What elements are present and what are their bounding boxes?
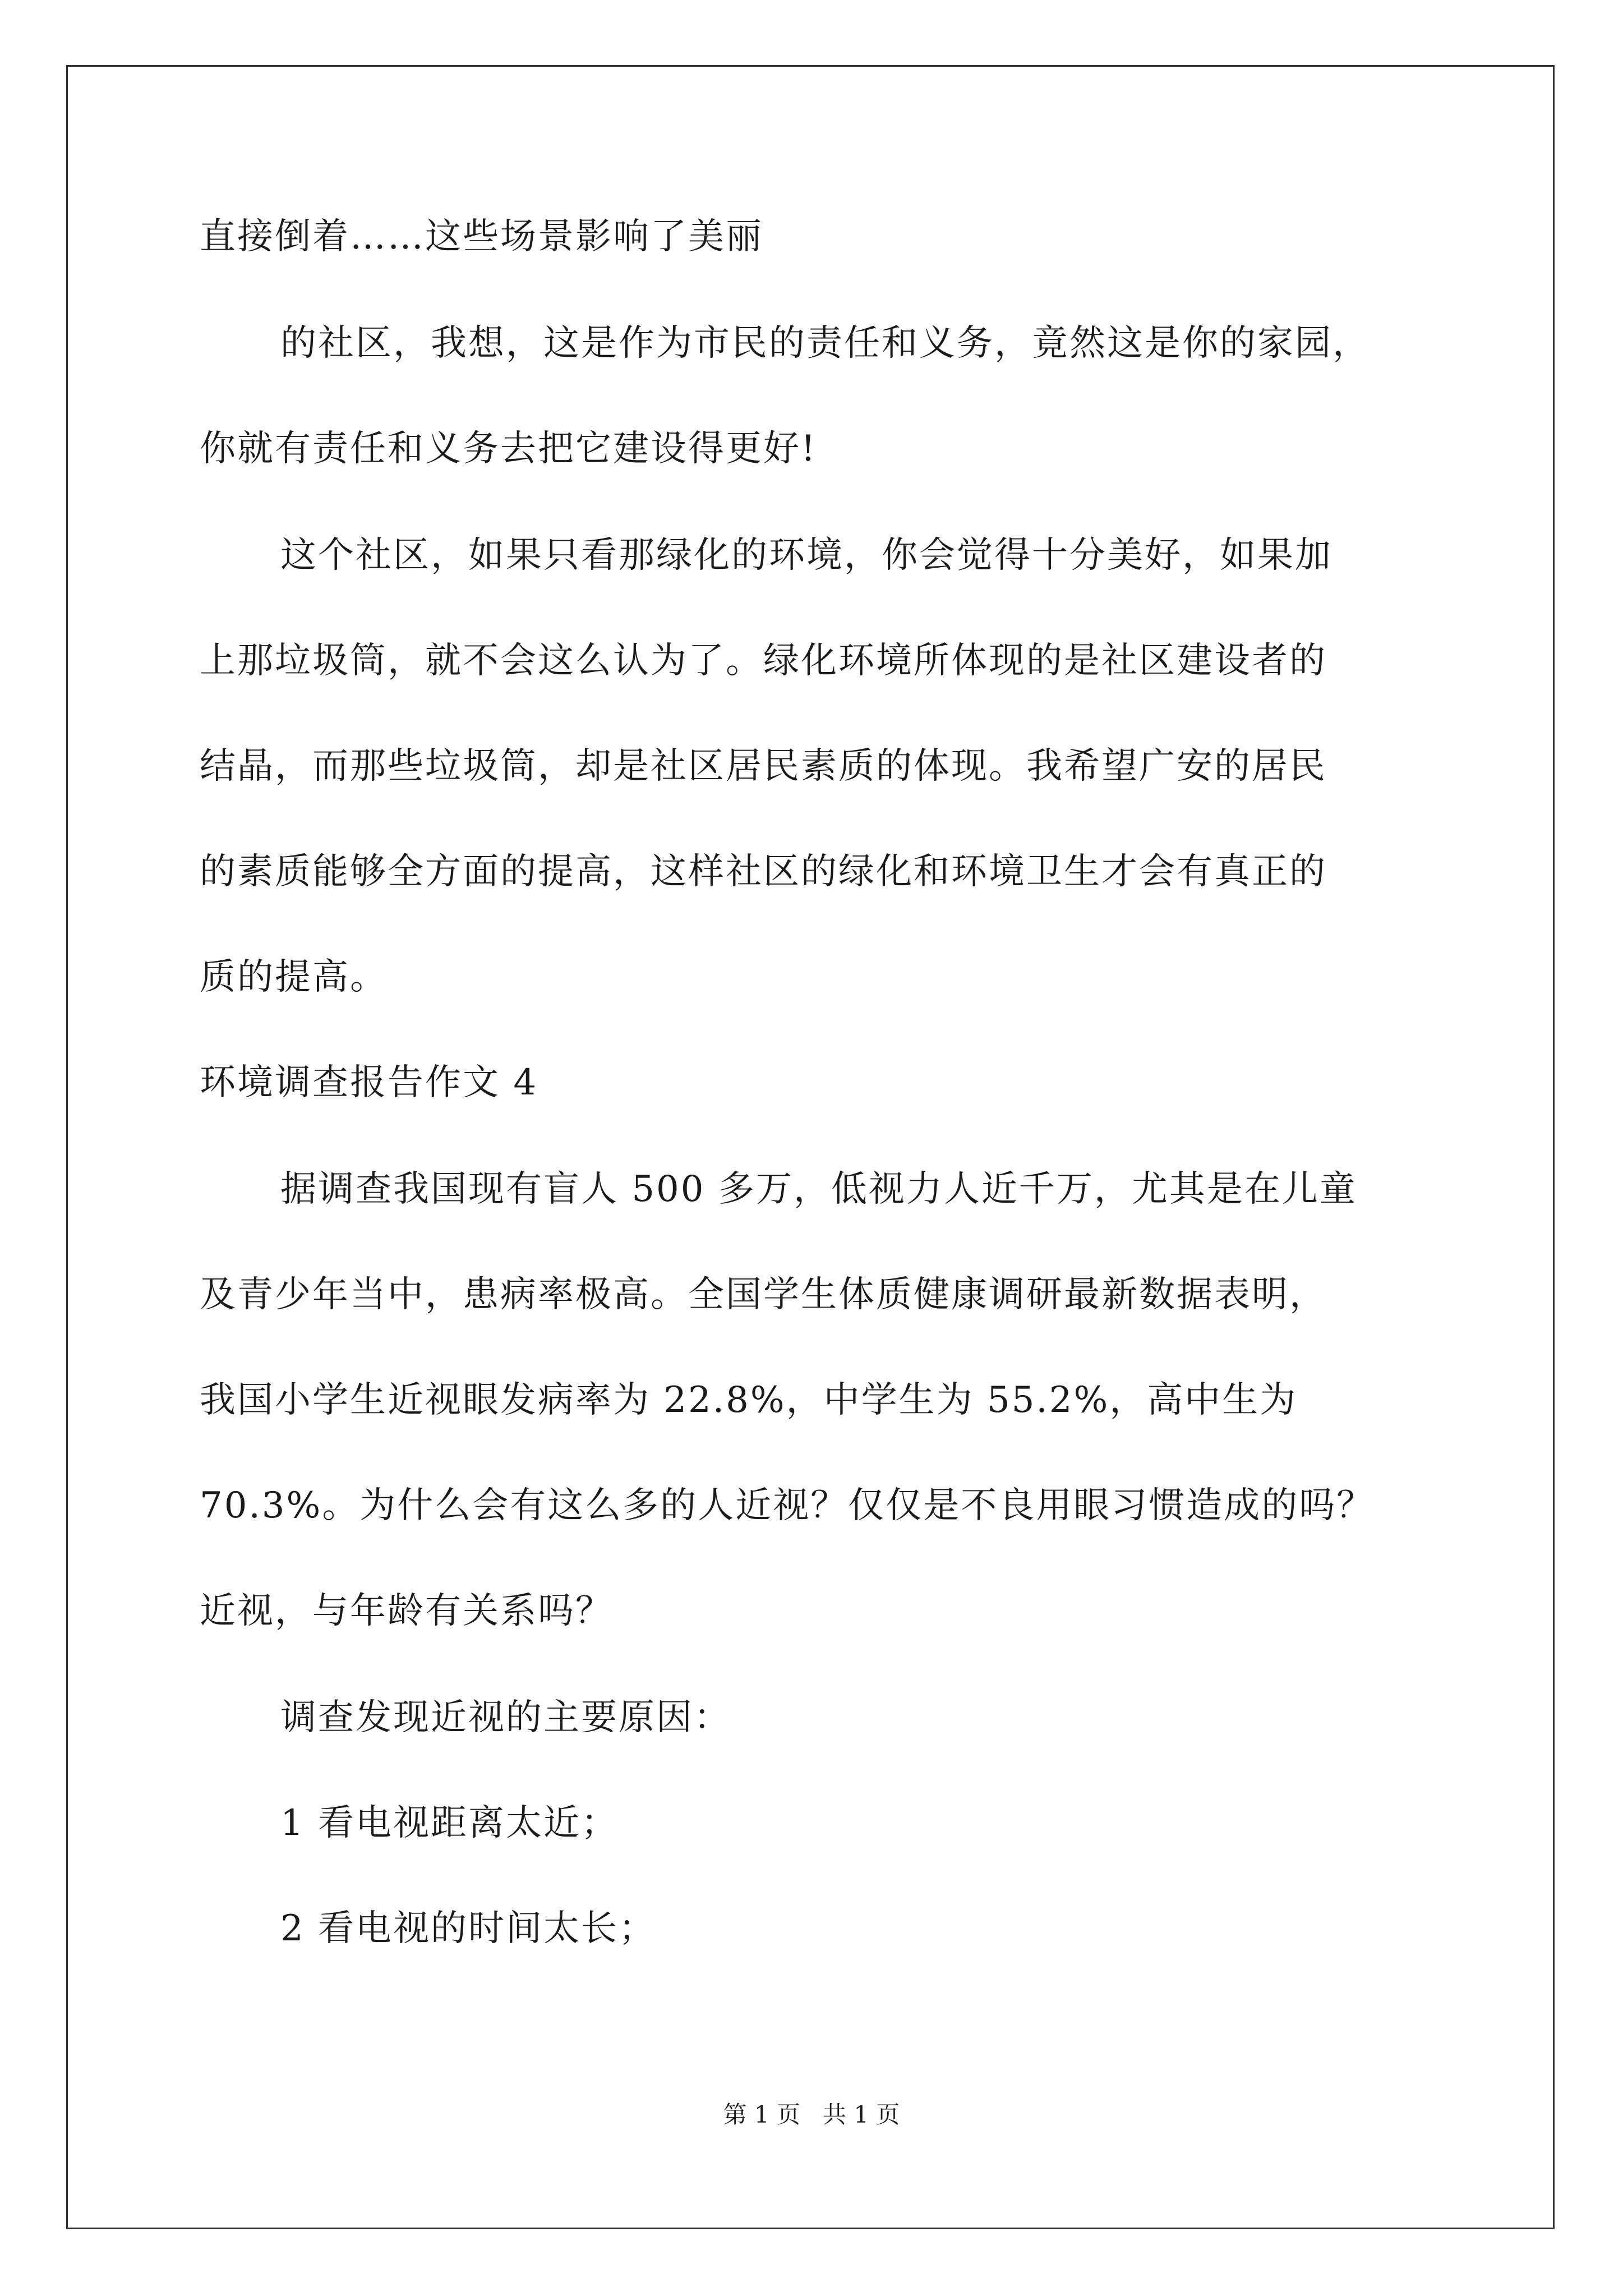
section-heading: 环境调查报告作文 4 (200, 1062, 538, 1103)
text-line: 直接倒着……这些场景影响了美丽 (200, 216, 763, 257)
page-border (66, 65, 1555, 2229)
text-line: 的素质能够全方面的提高，这样社区的绿化和环境卫生才会有真正的 (200, 851, 1327, 892)
text-line: 你就有责任和义务去把它建设得更好! (200, 428, 817, 470)
text-line: 上那垃圾筒，就不会这么认为了。绿化环境所体现的是社区建设者的 (200, 640, 1327, 682)
list-item: 1 看电视距离太近； (280, 1802, 619, 1844)
paragraph-line: 据调查我国现有盲人 500 多万，低视力人近千万，尤其是在儿童 (280, 1168, 1357, 1210)
paragraph-line: 这个社区，如果只看那绿化的环境，你会觉得十分美好，如果加 (280, 535, 1332, 576)
text-line: 70.3%。为什么会有这么多的人近视？仅仅是不良用眼习惯造成的吗？ (200, 1485, 1375, 1526)
page-number: 第 1 页 (723, 2101, 800, 2128)
text-line: 及青少年当中，患病率极高。全国学生体质健康调研最新数据表明， (200, 1274, 1327, 1315)
page-footer (0, 2099, 1623, 2131)
text-line: 结晶，而那些垃圾筒，却是社区居民素质的体现。我希望广安的居民 (200, 746, 1327, 787)
text-line: 我国小学生近视眼发病率为 22.8%，中学生为 55.2%，高中生为 (200, 1379, 1298, 1421)
paragraph-line: 的社区，我想，这是作为市民的责任和义务，竟然这是你的家园， (280, 323, 1370, 364)
list-item: 2 看电视的时间太长； (280, 1908, 657, 1949)
text-line: 质的提高。 (200, 956, 388, 998)
paragraph-line: 调查发现近视的主要原因： (280, 1697, 731, 1738)
page-total: 共 1 页 (823, 2101, 900, 2128)
text-line: 近视，与年龄有关系吗？ (200, 1590, 613, 1632)
